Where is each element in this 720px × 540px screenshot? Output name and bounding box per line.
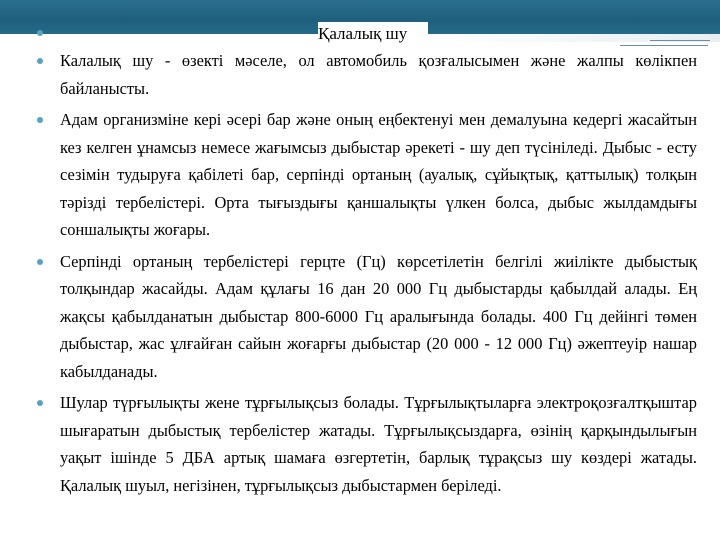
bullet-icon bbox=[37, 259, 43, 265]
bullet-text: Калалық шу - өзекті мәселе, ол автомобиль қозғалысымен және жалпы көлікпен байланысты. bbox=[60, 51, 697, 98]
bullet-text: Адам организміне кері әсері бар және оның еңбектенуі мен демалуына кедергі жасайтын кез келген ұнамсыз немесе жағымсыз дыбыстар әрекеті - шу деп түсініледі. Дыбыс - есту сезімін тудыруға қабілеті бар, серпінді ортаның (ауалық, сұйықтық, қаттылық) толқын тәрізді тербелістері. Орта тығыздығы қаншалықты үлкен болса, дыбыс жылдамдығы соншалықты жоғары. bbox=[60, 110, 697, 239]
bullet-text: Шулар түрғылықты жене тұрғылықсыз болады. Тұрғылықтыларға электроқозғалтқыштар шығаратын дыбыстық тербелістер жатады. Тұрғылықсыздарға, өзінің қарқындылығын уақыт ішінде 5 ДБА артық шамаға өзгертетін, барлық тұрақсыз шу көздері жатады. Қалалық шуыл, негізінен, тұрғылықсыз дыбыстармен беріледі. bbox=[60, 393, 697, 495]
bullet-text: Серпінді ортаның тербелістері герцте (Гц) көрсетілетін белгілі жиілікте дыбыстық толқындар жасайды. Адам құлағы 16 дан 20 000 Гц дыбыстарды қабылдай алады. Ең жақсы қабылданатын дыбыстар 800-6000 Гц аралығында болады. 400 Гц дейінгі төмен дыбыстар, жас ұлғайған сайын жоғарғы дыбыстар (20 000 - 12 000 Гц) әжептеуір нашар кабылданады. bbox=[60, 251, 697, 381]
bullet-item bbox=[37, 106, 697, 244]
title-bullet-icon bbox=[37, 30, 43, 36]
bullet-item bbox=[37, 389, 697, 499]
slide-body bbox=[37, 47, 697, 503]
bullet-icon bbox=[37, 58, 43, 64]
bullet-icon bbox=[37, 117, 43, 123]
bullet-item bbox=[37, 47, 697, 102]
slide-title: Қалалық шу bbox=[318, 22, 428, 46]
bullet-item bbox=[37, 248, 697, 386]
bullet-icon bbox=[37, 400, 43, 406]
